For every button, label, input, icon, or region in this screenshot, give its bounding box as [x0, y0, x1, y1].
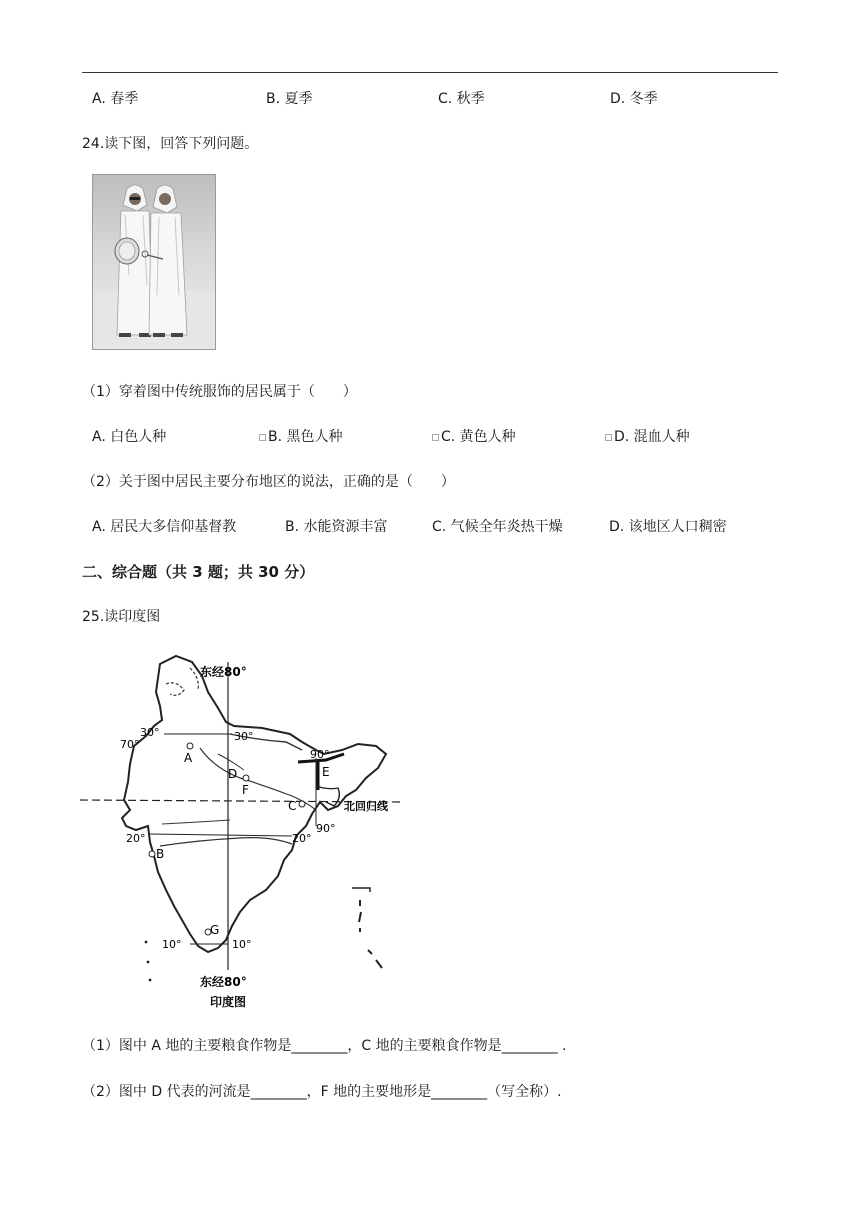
q23-option-b[interactable]: B. 夏季	[266, 91, 313, 107]
q24-title: 24.读下图，回答下列问题。	[82, 136, 259, 152]
lon80-top-label: 东经80°	[200, 665, 247, 679]
q25-sub1-question: （1）图中 A 地的主要粮食作物是________，C 地的主要粮食作物是________ .	[82, 1038, 567, 1054]
q24-sub2-option-d[interactable]: D. 该地区人口稠密	[609, 519, 727, 535]
q25-sub2-question: （2）图中 D 代表的河流是________，F 地的主要地形是________（写全称）.	[82, 1084, 562, 1100]
q23-option-a[interactable]: A. 春季	[92, 91, 139, 107]
q24-sub2-option-a[interactable]: A. 居民大多信仰基督教	[92, 519, 237, 535]
top-divider	[82, 72, 778, 73]
q24-sub1-option-b[interactable]: B. 黑色人种	[259, 427, 343, 447]
lat10-right-label: 10°	[232, 938, 252, 951]
point-c	[299, 801, 305, 807]
q24-sub2-option-c[interactable]: C. 气候全年炎热干燥	[432, 519, 563, 535]
label-b: B	[156, 847, 165, 861]
india-map	[80, 650, 400, 1012]
tropic-label: 北回归线	[344, 800, 388, 813]
lat10-left-label: 10°	[162, 938, 182, 951]
q24-sub1-option-d[interactable]: D. 混血人种	[605, 427, 690, 447]
q24-sub2-option-b[interactable]: B. 水能资源丰富	[285, 519, 388, 535]
point-b	[149, 851, 155, 857]
lat30-right-label: 30°	[234, 730, 254, 743]
label-d: D	[228, 767, 238, 781]
point-f	[243, 775, 249, 781]
q24-sub1-question: （1）穿着图中传统服饰的居民属于（ ）	[82, 384, 357, 400]
map-caption: 印度图	[210, 995, 247, 1009]
q23-option-d[interactable]: D. 冬季	[610, 91, 658, 107]
lon80-bottom-label: 东经80°	[200, 975, 247, 989]
lat30-left-label: 30°	[140, 726, 160, 739]
q24-sub1-option-c[interactable]: C. 黄色人种	[432, 427, 516, 447]
label-c: C	[288, 799, 297, 813]
lon90-bottom-label: 90°	[316, 822, 336, 835]
q25-title: 25.读印度图	[82, 609, 161, 625]
lon90-top-label: 90°	[310, 748, 330, 761]
q24-sub1-option-a[interactable]: A. 白色人种	[92, 429, 167, 445]
label-g: G	[210, 923, 220, 937]
arab-men-photo	[92, 174, 216, 350]
lon70-label: 70°	[120, 738, 140, 751]
point-a	[187, 743, 193, 749]
label-e: E	[322, 765, 330, 779]
label-a: A	[184, 751, 193, 765]
label-f: F	[242, 783, 249, 797]
q24-sub2-question: （2）关于图中居民主要分布地区的说法，正确的是（ ）	[82, 474, 455, 490]
lat20-left-label: 20°	[126, 832, 146, 845]
section-heading: 二、综合题（共 3 题；共 30 分）	[82, 563, 315, 581]
q23-option-c[interactable]: C. 秋季	[438, 91, 485, 107]
lat20-right-label: 20°	[292, 832, 312, 845]
